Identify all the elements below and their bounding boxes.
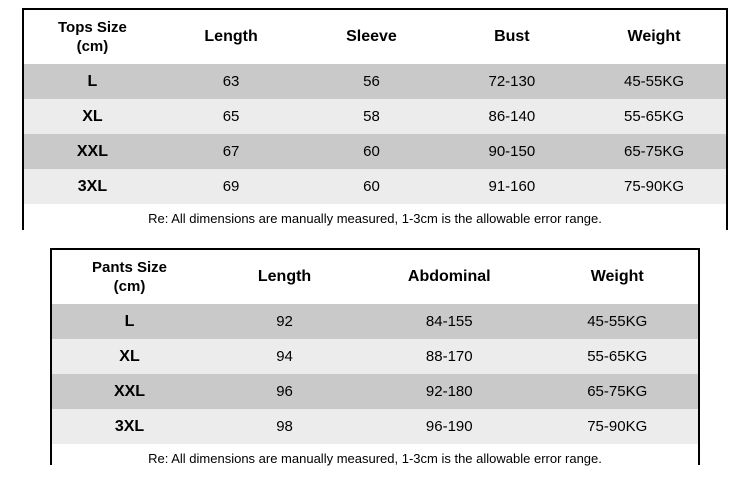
pants-row-1-length: 94 bbox=[207, 339, 362, 374]
pants-row-3-abdominal: 96-190 bbox=[362, 409, 536, 444]
tops-header-size-label: Tops Size bbox=[57, 19, 127, 36]
tops-header-bust: Bust bbox=[442, 10, 582, 64]
tops-row-0-sleeve: 56 bbox=[301, 64, 441, 99]
tops-row-2-bust: 90-150 bbox=[442, 134, 582, 169]
pants-header-row bbox=[52, 250, 698, 304]
tops-row-2-sleeve: 60 bbox=[301, 134, 441, 169]
table-row bbox=[24, 134, 726, 169]
tops-row-0-length: 63 bbox=[161, 64, 301, 99]
pants-header-size bbox=[52, 250, 207, 304]
tops-row-2-size: XXL bbox=[24, 134, 161, 169]
table-row bbox=[52, 304, 698, 339]
tops-row-1-weight: 55-65KG bbox=[582, 99, 726, 134]
pants-row-0-abdominal: 84-155 bbox=[362, 304, 536, 339]
tops-row-0-bust: 72-130 bbox=[442, 64, 582, 99]
tops-header-sleeve: Sleeve bbox=[301, 10, 441, 64]
tops-size-table bbox=[24, 10, 726, 204]
tops-row-3-weight: 75-90KG bbox=[582, 169, 726, 204]
table-row bbox=[52, 409, 698, 444]
pants-row-2-size: XXL bbox=[52, 374, 207, 409]
tops-header-length: Length bbox=[161, 10, 301, 64]
tops-row-1-bust: 86-140 bbox=[442, 99, 582, 134]
table-row bbox=[52, 339, 698, 374]
tops-header-size bbox=[24, 10, 161, 64]
pants-row-1-size: XL bbox=[52, 339, 207, 374]
pants-size-table bbox=[52, 250, 698, 444]
tops-row-3-length: 69 bbox=[161, 169, 301, 204]
pants-header-size-unit: (cm) bbox=[113, 278, 146, 295]
pants-row-2-abdominal: 92-180 bbox=[362, 374, 536, 409]
tops-table-body bbox=[24, 64, 726, 204]
tops-header-size-unit: (cm) bbox=[76, 38, 109, 55]
pants-header-length: Length bbox=[207, 250, 362, 304]
pants-row-3-weight: 75-90KG bbox=[536, 409, 698, 444]
pants-row-1-abdominal: 88-170 bbox=[362, 339, 536, 374]
pants-measurement-note: Re: All dimensions are manually measured, 1-3cm is the allowable error range. bbox=[52, 444, 698, 472]
tops-header-weight: Weight bbox=[582, 10, 726, 64]
pants-row-2-weight: 65-75KG bbox=[536, 374, 698, 409]
tops-row-3-size: 3XL bbox=[24, 169, 161, 204]
pants-row-1-weight: 55-65KG bbox=[536, 339, 698, 374]
pants-header-abdominal: Abdominal bbox=[362, 250, 536, 304]
tops-row-3-sleeve: 60 bbox=[301, 169, 441, 204]
tops-size-table-block bbox=[22, 8, 728, 230]
pants-row-2-length: 96 bbox=[207, 374, 362, 409]
tops-row-2-weight: 65-75KG bbox=[582, 134, 726, 169]
pants-row-0-length: 92 bbox=[207, 304, 362, 339]
table-row bbox=[52, 374, 698, 409]
table-row bbox=[24, 169, 726, 204]
pants-row-0-weight: 45-55KG bbox=[536, 304, 698, 339]
pants-row-0-size: L bbox=[52, 304, 207, 339]
table-row bbox=[24, 99, 726, 134]
tops-row-0-size: L bbox=[24, 64, 161, 99]
pants-table-header bbox=[52, 250, 698, 304]
tops-header-row bbox=[24, 10, 726, 64]
tops-row-0-weight: 45-55KG bbox=[582, 64, 726, 99]
tops-row-2-length: 67 bbox=[161, 134, 301, 169]
pants-header-size-label: Pants Size bbox=[92, 259, 168, 276]
tops-row-1-size: XL bbox=[24, 99, 161, 134]
tops-row-1-sleeve: 58 bbox=[301, 99, 441, 134]
pants-table-body bbox=[52, 304, 698, 444]
tops-measurement-note: Re: All dimensions are manually measured, 1-3cm is the allowable error range. bbox=[24, 204, 726, 232]
table-row bbox=[24, 64, 726, 99]
pants-row-3-length: 98 bbox=[207, 409, 362, 444]
pants-size-table-block bbox=[50, 248, 700, 465]
pants-row-3-size: 3XL bbox=[52, 409, 207, 444]
tops-row-1-length: 65 bbox=[161, 99, 301, 134]
tops-row-3-bust: 91-160 bbox=[442, 169, 582, 204]
tops-table-header bbox=[24, 10, 726, 64]
pants-header-weight: Weight bbox=[536, 250, 698, 304]
